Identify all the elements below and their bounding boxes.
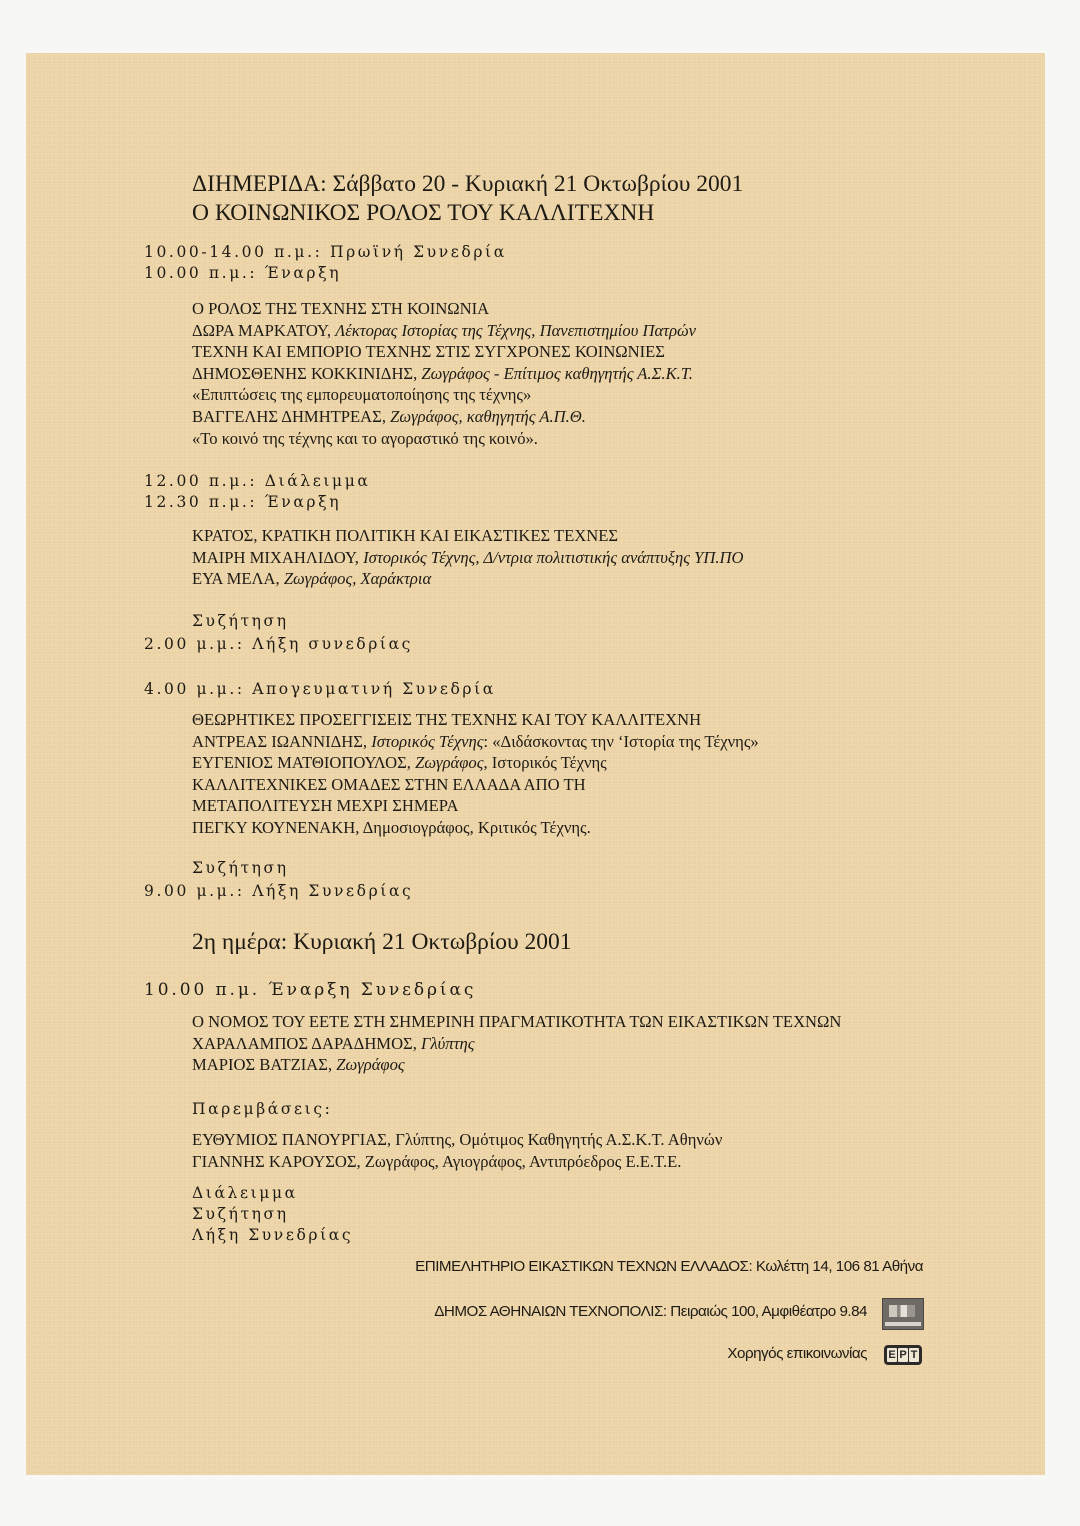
talk-line: «Επιπτώσεις της εμπορευματοποίησης της τέχνης» (192, 385, 532, 405)
morning-talks (192, 298, 696, 449)
schedule-line: 12.00 π.μ.: Διάλειμμα (144, 472, 371, 490)
morning-session-time (144, 242, 507, 284)
technopolis-logo-graphic (889, 1305, 915, 1317)
talk-line: ΒΑΓΓΕΛΗΣ ΔΗΜΗΤΡΕΑΣ, Ζωγράφος, καθηγητής Α.Π.Θ. (192, 406, 586, 426)
talk-line: ΔΗΜΟΣΘΕΝΗΣ ΚΟΚΚΙΝΙΔΗΣ, Ζωγράφος - Επίτιμος καθηγητής Α.Σ.Κ.Τ. (192, 363, 693, 383)
talk-line: ΚΡΑΤΟΣ, ΚΡΑΤΙΚΗ ΠΟΛΙΤΙΚΗ ΚΑΙ ΕΙΚΑΣΤΙΚΕΣ ΤΕΧΝΕΣ (192, 526, 619, 545)
day2-closing (192, 1183, 353, 1246)
day2-opening: 10.00 π.μ. Έναρξη Συνεδρίας (144, 980, 477, 1000)
ert-logo-icon (884, 1345, 922, 1365)
talk-line: ΕΥΓΕΝΙΟΣ ΜΑΤΘΙΟΠΟΥΛΟΣ, Ζωγράφος, Ιστορικός Τέχνης (192, 753, 607, 773)
afternoon-session-time: 4.00 μ.μ.: Απογευματινή Συνεδρία (144, 680, 496, 698)
interventions-list (192, 1129, 722, 1172)
afternoon-discussion: Συζήτηση (192, 859, 289, 877)
venue-address: ΔΗΜΟΣ ΑΘΗΝΑΙΩΝ ΤΕΧΝΟΠΟΛΙΣ: Πειραιώς 100, Αμφιθέατρο 9.84 (434, 1303, 867, 1320)
schedule-line: 10.00 π.μ.: Έναρξη (144, 264, 342, 282)
title-dates: ΔΙΗΜΕΡΙΔΑ: Σάββατο 20 - Κυριακή 21 Οκτωβρίου 2001 (192, 171, 744, 197)
intervention-line: ΓΙΑΝΝΗΣ ΚΑΡΟΥΣΟΣ, Ζωγράφος, Αγιογράφος, Αντιπρόεδρος Ε.Ε.Τ.Ε. (192, 1151, 682, 1171)
schedule-line: 12.30 π.μ.: Έναρξη (144, 493, 342, 511)
intervention-line: ΕΥΘΥΜΙΟΣ ΠΑΝΟΥΡΓΙΑΣ, Γλύπτης, Ομότιμος Καθηγητής Α.Σ.Κ.Τ. Αθηνών (192, 1130, 723, 1149)
afternoon-talks (192, 709, 759, 839)
ert-letter: Τ (910, 1349, 918, 1361)
title-theme: Ο ΚΟΙΝΩΝΙΚΟΣ ΡΟΛΟΣ ΤΟΥ ΚΑΛΛΙΤΕΧΝΗ (192, 200, 655, 226)
sponsor-label: Χορηγός επικοινωνίας (727, 1345, 867, 1362)
event-title (192, 170, 743, 228)
talk-line: ΤΕΧΝΗ ΚΑΙ ΕΜΠΟΡΙΟ ΤΕΧΝΗΣ ΣΤΙΣ ΣΥΓΧΡΟΝΕΣ ΚΟΙΝΩΝΙΕΣ (192, 342, 665, 362)
schedule-line: 10.00-14.00 π.μ.: Πρωϊνή Συνεδρία (144, 243, 507, 261)
morning-discussion: Συζήτηση (192, 612, 289, 630)
talk-line: ΜΑΡΙΟΣ ΒΑΤΖΙΑΣ, Ζωγράφος (192, 1055, 405, 1075)
talk-line: Ο ΡΟΛΟΣ ΤΗΣ ΤΕΧΝΗΣ ΣΤΗ ΚΟΙΝΩΝΙΑ (192, 299, 490, 318)
technopolis-logo-band (885, 1322, 921, 1326)
morning-end: 2.00 μ.μ.: Λήξη συνεδρίας (144, 635, 413, 653)
talk-line: ΑΝΤΡΕΑΣ ΙΩΑΝΝΙΔΗΣ, Ιστορικός Τέχνης: «Διδάσκοντας την ‘Ιστορία της Τέχνης» (192, 731, 759, 751)
break-schedule (144, 471, 370, 513)
technopolis-logo-icon (882, 1298, 924, 1330)
talk-line: ΕΥΑ ΜΕΛΑ, Ζωγράφος, Χαράκτρια (192, 569, 432, 589)
talk-line: ΧΑΡΑΛΑΜΠΟΣ ΔΑΡΑΔΗΜΟΣ, Γλύπτης (192, 1033, 475, 1053)
ert-letter: Ρ (899, 1349, 907, 1361)
talk-line: ΔΩΡΑ ΜΑΡΚΑΤΟΥ, Λέκτορας Ιστορίας της Τέχνης, Πανεπιστημίου Πατρών (192, 320, 697, 340)
talk-line: Ο ΝΟΜΟΣ ΤΟΥ ΕΕΤΕ ΣΤΗ ΣΗΜΕΡΙΝΗ ΠΡΑΓΜΑΤΙΚΟΤΗΤΑ ΤΩΝ ΕΙΚΑΣΤΙΚΩΝ ΤΕΧΝΩΝ (192, 1012, 842, 1031)
morning-talks-2 (192, 525, 743, 590)
schedule-line: Λήξη Συνεδρίας (192, 1226, 354, 1244)
schedule-line: Διάλειμμα (192, 1184, 298, 1202)
organizer-address: ΕΠΙΜΕΛΗΤΗΡΙΟ ΕΙΚΑΣΤΙΚΩΝ ΤΕΧΝΩΝ ΕΛΛΑΔΟΣ: Κωλέττη 14, 106 81 Αθήνα (415, 1258, 923, 1275)
talk-line: ΘΕΩΡΗΤΙΚΕΣ ΠΡΟΣΕΓΓΙΣΕΙΣ ΤΗΣ ΤΕΧΝΗΣ ΚΑΙ ΤΟΥ ΚΑΛΛΙΤΕΧΝΗ (192, 710, 702, 729)
talk-line: ΠΕΓΚΥ ΚΟΥΝΕΝΑΚΗ, Δημοσιογράφος, Κριτικός Τέχνης. (192, 817, 591, 837)
day2-talks (192, 1011, 841, 1076)
talk-line: ΜΕΤΑΠΟΛΙΤΕΥΣΗ ΜΕΧΡΙ ΣΗΜΕΡΑ (192, 796, 459, 816)
schedule-line: Συζήτηση (192, 1205, 289, 1223)
interventions-label: Παρεμβάσεις: (192, 1100, 333, 1118)
talk-line: «Το κοινό της τέχνης και το αγοραστικό της κοινό». (192, 428, 538, 448)
ert-letter: Ε (888, 1349, 896, 1361)
talk-line: ΚΑΛΛΙΤΕΧΝΙΚΕΣ ΟΜΑΔΕΣ ΣΤΗΝ ΕΛΛΑΔΑ ΑΠΟ ΤΗ (192, 774, 586, 794)
talk-line: ΜΑΙΡΗ ΜΙΧΑΗΛΙΔΟΥ, Ιστορικός Τέχνης, Δ/ντρια πολιτιστικής ανάπτυξης ΥΠ.ΠΟ (192, 547, 744, 567)
afternoon-end: 9.00 μ.μ.: Λήξη Συνεδρίας (144, 882, 414, 900)
day2-heading: 2η ημέρα: Κυριακή 21 Οκτωβρίου 2001 (192, 929, 572, 955)
